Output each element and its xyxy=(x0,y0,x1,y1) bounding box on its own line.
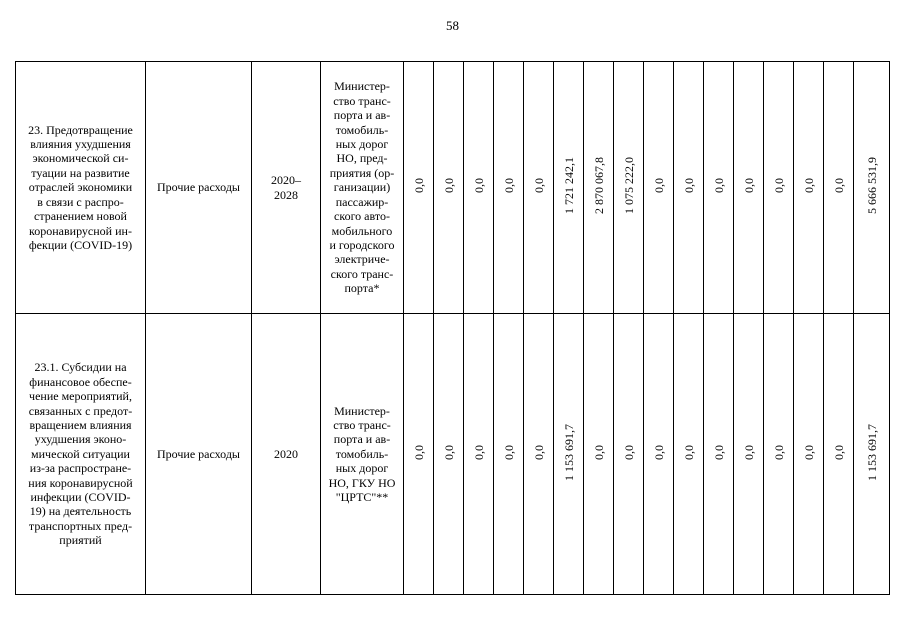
item-name-cell-line: мической ситуации xyxy=(31,446,130,461)
item-name-cell-line: из-за распростране- xyxy=(29,461,132,476)
executor-cell-line: томобиль- xyxy=(335,446,389,461)
value-text: 0,0 xyxy=(531,178,546,194)
item-name-cell-line: туации на развитие xyxy=(31,165,130,180)
year-value-cell xyxy=(464,314,494,595)
item-name-cell-line: 23. Предотвращение xyxy=(28,122,133,137)
year-value-cell xyxy=(524,62,554,314)
executor-cell-line: ство транс- xyxy=(333,417,391,432)
item-name-cell-line: фекции (COVID-19) xyxy=(28,237,133,252)
executor-cell-line: НО, ГКУ НО xyxy=(328,475,396,490)
value-text: 0,0 xyxy=(531,444,546,460)
year-value-cell xyxy=(674,62,704,314)
value-text: 1 721 242,1 xyxy=(561,157,576,215)
item-name-cell-line: ухудшения эконо- xyxy=(34,432,127,447)
year-value-cell xyxy=(764,314,794,595)
value-text: 0,0 xyxy=(441,444,456,460)
item-name-cell-line: 19) на деятельность xyxy=(29,504,132,519)
executor-cell-line: пассажир- xyxy=(335,194,389,209)
executor-cell-line: порта* xyxy=(344,281,380,296)
year-value-cell xyxy=(434,62,464,314)
item-name-cell-line: финансовое обеспе- xyxy=(29,374,132,389)
value-text: 0,0 xyxy=(411,178,426,194)
executor-cell-line: ского авто- xyxy=(334,209,390,224)
value-text: 0,0 xyxy=(771,444,786,460)
value-text: 0,0 xyxy=(741,178,756,194)
year-value-cell xyxy=(554,62,584,314)
value-text: 0,0 xyxy=(441,178,456,194)
year-value-cell xyxy=(404,314,434,595)
year-value-cell xyxy=(614,314,644,595)
value-text: 0,0 xyxy=(621,444,636,460)
value-text: 1 075 222,0 xyxy=(621,157,636,215)
year-value-cell xyxy=(554,314,584,595)
value-text: 1 153 691,7 xyxy=(561,423,576,481)
executor-cell-line: ных дорог xyxy=(335,137,389,152)
year-value-cell xyxy=(584,314,614,595)
item-name-cell-line: связанных с предот- xyxy=(28,403,133,418)
item-name-cell-line: 23.1. Субсидии на xyxy=(34,360,127,375)
program-table xyxy=(15,61,890,595)
executor-cell-line: ганизации) xyxy=(333,180,391,195)
year-value-cell xyxy=(794,62,824,314)
period-cell-line: 2028 xyxy=(274,187,298,202)
executor-cell-line: порта и ав- xyxy=(333,432,391,447)
year-value-cell xyxy=(764,62,794,314)
year-value-cell xyxy=(494,62,524,314)
value-text: 0,0 xyxy=(651,444,666,460)
executor-cell-line: томобиль- xyxy=(335,122,389,137)
year-value-cell xyxy=(524,314,554,595)
value-text: 0,0 xyxy=(501,178,516,194)
item-name-cell-line: отраслей экономики xyxy=(28,180,133,195)
value-text: 0,0 xyxy=(831,178,846,194)
value-text: 0,0 xyxy=(411,444,426,460)
item-name-cell-line: приятий xyxy=(59,533,102,548)
year-value-cell xyxy=(734,62,764,314)
value-text: 0,0 xyxy=(831,444,846,460)
executor-cell-line: приятия (ор- xyxy=(329,165,395,180)
year-value-cell xyxy=(704,62,734,314)
value-text: 0,0 xyxy=(471,178,486,194)
item-name-cell-line: странением новой xyxy=(34,209,127,224)
year-value-cell xyxy=(794,314,824,595)
executor-cell-line: ского транс- xyxy=(330,266,394,281)
item-name-cell-line: ния коронавирусной xyxy=(28,475,133,490)
year-value-cell xyxy=(584,62,614,314)
value-text: 0,0 xyxy=(681,178,696,194)
value-text: 0,0 xyxy=(591,444,606,460)
item-name-cell-line: транспортных пред- xyxy=(28,518,133,533)
year-value-cell xyxy=(644,62,674,314)
period-cell xyxy=(252,314,321,595)
item-name-cell-line: чение мероприятий, xyxy=(29,389,132,404)
executor-cell-line: и городского xyxy=(329,237,395,252)
year-value-cell xyxy=(404,62,434,314)
expense-type-cell: Прочие расходы xyxy=(146,62,252,314)
executor-cell-line: НО, пред- xyxy=(336,151,388,166)
year-value-cell xyxy=(464,62,494,314)
item-name-cell-line: вращением влияния xyxy=(29,417,132,432)
executor-cell-line: порта и ав- xyxy=(333,108,391,123)
item-name-cell-line: в связи с распро- xyxy=(37,194,124,209)
year-value-cell xyxy=(644,314,674,595)
total-value-cell xyxy=(854,62,890,314)
value-text: 0,0 xyxy=(741,444,756,460)
value-text: 2 870 067,8 xyxy=(591,157,606,215)
value-text: 0,0 xyxy=(801,444,816,460)
table-row xyxy=(16,62,890,314)
year-value-cell xyxy=(434,314,464,595)
year-value-cell xyxy=(494,314,524,595)
item-name-cell xyxy=(16,314,146,595)
executor-cell-line: электриче- xyxy=(334,252,390,267)
executor-cell-line: "ЦРТС"** xyxy=(335,490,389,505)
value-text: 0,0 xyxy=(681,444,696,460)
page-number: 58 xyxy=(446,18,459,33)
executor-cell xyxy=(321,62,404,314)
executor-cell-line: мобильного xyxy=(331,223,393,238)
executor-cell-line: ных дорог xyxy=(335,461,389,476)
year-value-cell xyxy=(824,314,854,595)
item-name-cell-line: инфекции (COVID- xyxy=(30,490,131,505)
item-name-cell xyxy=(16,62,146,314)
executor-cell-line: Министер- xyxy=(334,403,390,418)
value-text: 0,0 xyxy=(501,444,516,460)
value-text: 0,0 xyxy=(651,178,666,194)
period-cell-line: 2020– xyxy=(271,173,301,188)
item-name-cell-line: коронавирусной ин- xyxy=(29,223,132,238)
value-text: 0,0 xyxy=(711,444,726,460)
expense-type-cell: Прочие расходы xyxy=(146,314,252,595)
year-value-cell xyxy=(674,314,704,595)
value-text: 0,0 xyxy=(471,444,486,460)
table-row xyxy=(16,314,890,595)
executor-cell-line: ство транс- xyxy=(333,93,391,108)
value-text: 0,0 xyxy=(801,178,816,194)
executor-cell xyxy=(321,314,404,595)
value-text: 1 153 691,7 xyxy=(864,423,879,481)
value-text: 0,0 xyxy=(771,178,786,194)
value-text: 5 666 531,9 xyxy=(864,157,879,215)
year-value-cell xyxy=(824,62,854,314)
executor-cell-line: Министер- xyxy=(334,79,390,94)
year-value-cell xyxy=(704,314,734,595)
year-value-cell xyxy=(614,62,644,314)
year-value-cell xyxy=(734,314,764,595)
value-text: 0,0 xyxy=(711,178,726,194)
period-cell xyxy=(252,62,321,314)
item-name-cell-line: влияния ухудшения xyxy=(30,137,131,152)
total-value-cell xyxy=(854,314,890,595)
item-name-cell-line: экономической си- xyxy=(32,151,129,166)
period-cell-line: 2020 xyxy=(274,446,298,461)
